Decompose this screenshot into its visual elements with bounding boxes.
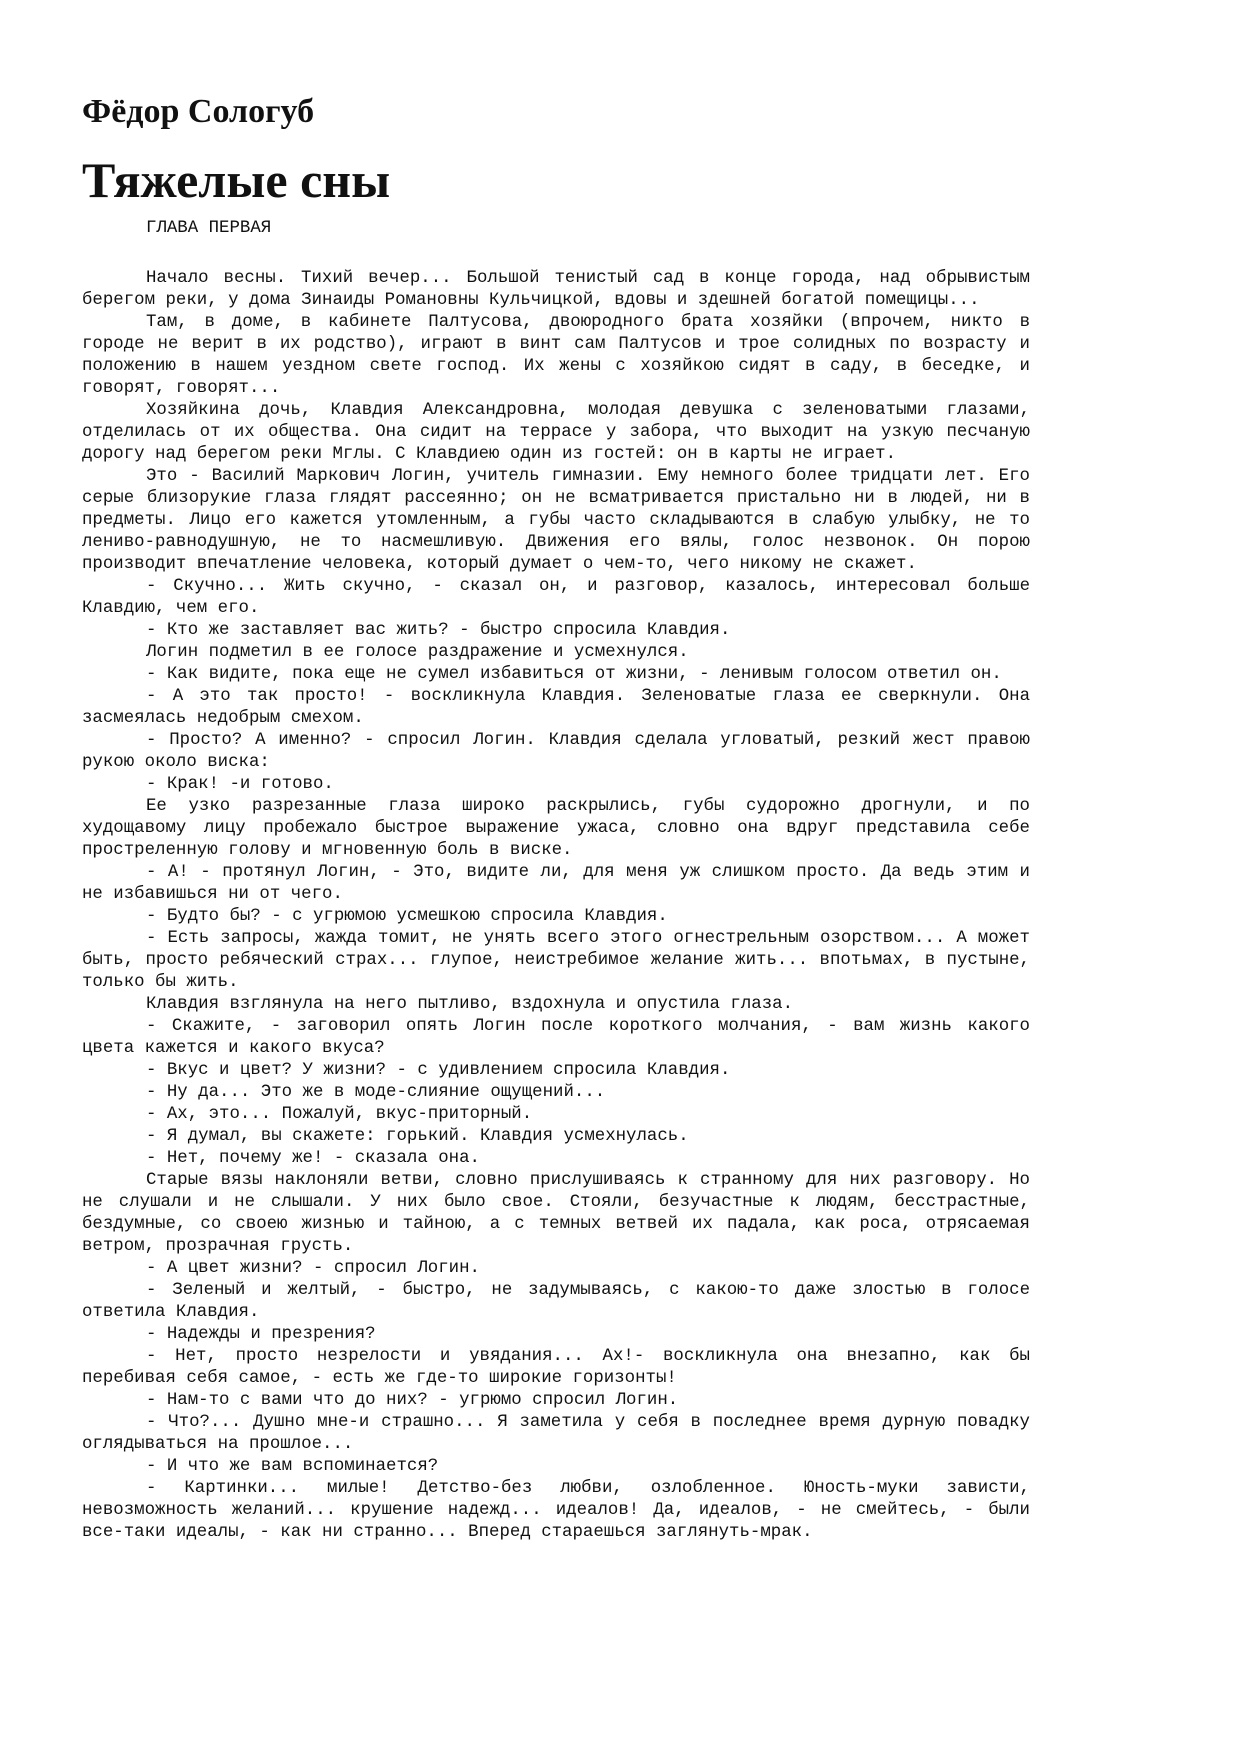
paragraph: Хозяйкина дочь, Клавдия Александровна, молодая девушка с зеленоватыми глазами, отделилась от их общества. Она сидит на террасе у забора, что выходит на узкую песчаную дорогу над берегом реки Мглы. С Клавдиею один из гостей: он в карты не играет. <box>82 401 1030 464</box>
paragraph: Клавдия взглянула на него пытливо, вздохнула и опустила глаза. <box>146 995 794 1014</box>
paragraph: - А это так просто! - воскликнула Клавдия. Зеленоватые глаза ее сверкнули. Она засмеялась недобрым смехом. <box>82 687 1030 728</box>
document-page <box>82 92 1030 1544</box>
paragraph: Там, в доме, в кабинете Палтусова, двоюродного брата хозяйки (впрочем, никто в городе не верит в их родство), играют в винт сам Палтусов и трое солидных по возрасту и положению в нашем уездном свете господ. Их жены с хозяйкою сидят в саду, в беседке, и говорят, говорят... <box>82 313 1030 398</box>
paragraph: - Нам-то с вами что до них? - угрюмо спросил Логин. <box>146 1391 679 1410</box>
paragraph: - Кто же заставляет вас жить? - быстро спросила Клавдия. <box>146 621 731 640</box>
paragraph: - Скажите, - заговорил опять Логин после короткого молчания, - вам жизнь какого цвета кажется и какого вкуса? <box>82 1017 1030 1058</box>
paragraph: Начало весны. Тихий вечер... Большой тенистый сад в конце города, над обрывистым берегом реки, у дома Зинаиды Романовны Кульчицкой, вдовы и здешней богатой помещицы... <box>82 269 1030 310</box>
paragraph: - А цвет жизни? - спросил Логин. <box>146 1259 480 1278</box>
paragraph: - Нет, почему же! - сказала она. <box>146 1149 480 1168</box>
paragraph: - Надежды и презрения? <box>146 1325 376 1344</box>
paragraph: - Вкус и цвет? У жизни? - с удивлением спросила Клавдия. <box>146 1061 731 1080</box>
paragraph: - Будто бы? - с угрюмою усмешкою спросила Клавдия. <box>146 907 668 926</box>
paragraph: - Ну да... Это же в моде-слияние ощущений... <box>146 1083 606 1102</box>
author-name: Фёдор Сологуб <box>82 93 315 130</box>
paragraph: Это - Василий Маркович Логин, учитель гимназии. Ему немного более тридцати лет. Его серые близорукие глаза глядят рассеянно; он не всматривается пристально ни в людей, ни в предметы. Лицо его кажется утомленным, а губы часто складываются в слабую улыбку, не то лениво-равнодушную, не то насмешливую. Движения его вялы, голос незвонок. Он порою производит впечатление человека, который думает о чем-то, чего никому не скажет. <box>82 467 1030 574</box>
paragraph: - Крак! -и готово. <box>146 775 334 794</box>
book-title: Тяжелые сны <box>82 152 391 208</box>
paragraph: - Ах, это... Пожалуй, вкус-приторный. <box>146 1105 533 1124</box>
paragraph: - Картинки... милые! Детство-без любви, озлобленное. Юность-муки зависти, невозможность желаний... крушение надежд... идеалов! Да, идеалов, - не смейтесь, - были все-таки идеалы, - как ни странно... Вперед стараешься заглянуть-мрак. <box>82 1479 1030 1542</box>
paragraph: Ее узко разрезанные глаза широко раскрылись, губы судорожно дрогнули, и по худощавому лицу пробежало быстрое выражение ужаса, словно она вдруг представила себе простреленную голову и мгновенную боль в виске. <box>82 797 1030 860</box>
paragraph: - Я думал, вы скажете: горький. Клавдия усмехнулась. <box>146 1127 689 1146</box>
paragraph: - Как видите, пока еще не сумел избавиться от жизни, - ленивым голосом ответил он. <box>146 665 1002 684</box>
paragraph: - Скучно... Жить скучно, - сказал он, и разговор, казалось, интересовал больше Клавдию, чем его. <box>82 577 1030 618</box>
paragraph: - И что же вам вспоминается? <box>146 1457 439 1476</box>
chapter-heading: ГЛАВА ПЕРВАЯ <box>146 219 272 238</box>
text-body <box>82 268 1030 1544</box>
paragraph: - Что?... Душно мне-и страшно... Я заметила у себя в последнее время дурную повадку оглядываться на прошлое... <box>82 1413 1030 1454</box>
paragraph: - А! - протянул Логин, - Это, видите ли, для меня уж слишком просто. Да ведь этим и не избавишься ни от чего. <box>82 863 1030 904</box>
paragraph: - Есть запросы, жажда томит, не унять всего этого огнестрельным озорством... А может быть, просто ребяческий страх... глупое, неистребимое желание жить... впотьмах, в пустыне, только бы жить. <box>82 929 1030 992</box>
paragraph: Логин подметил в ее голосе раздражение и усмехнулся. <box>146 643 689 662</box>
paragraph: Старые вязы наклоняли ветви, словно прислушиваясь к странному для них разговору. Но не слушали и не слышали. У них было свое. Стояли, безучастные к людям, бесстрастные, бездумные, со своею жизнью и тайною, а с темных ветвей их падала, как роса, отрясаемая ветром, прозрачная грусть. <box>82 1171 1030 1256</box>
paragraph: - Зеленый и желтый, - быстро, не задумываясь, с какою-то даже злостью в голосе ответила Клавдия. <box>82 1281 1030 1322</box>
paragraph: - Просто? А именно? - спросил Логин. Клавдия сделала угловатый, резкий жест правою рукою около виска: <box>82 731 1030 772</box>
paragraph: - Нет, просто незрелости и увядания... Ах!- воскликнула она внезапно, как бы перебивая себя самое, - есть же где-то широкие горизонты! <box>82 1347 1030 1388</box>
